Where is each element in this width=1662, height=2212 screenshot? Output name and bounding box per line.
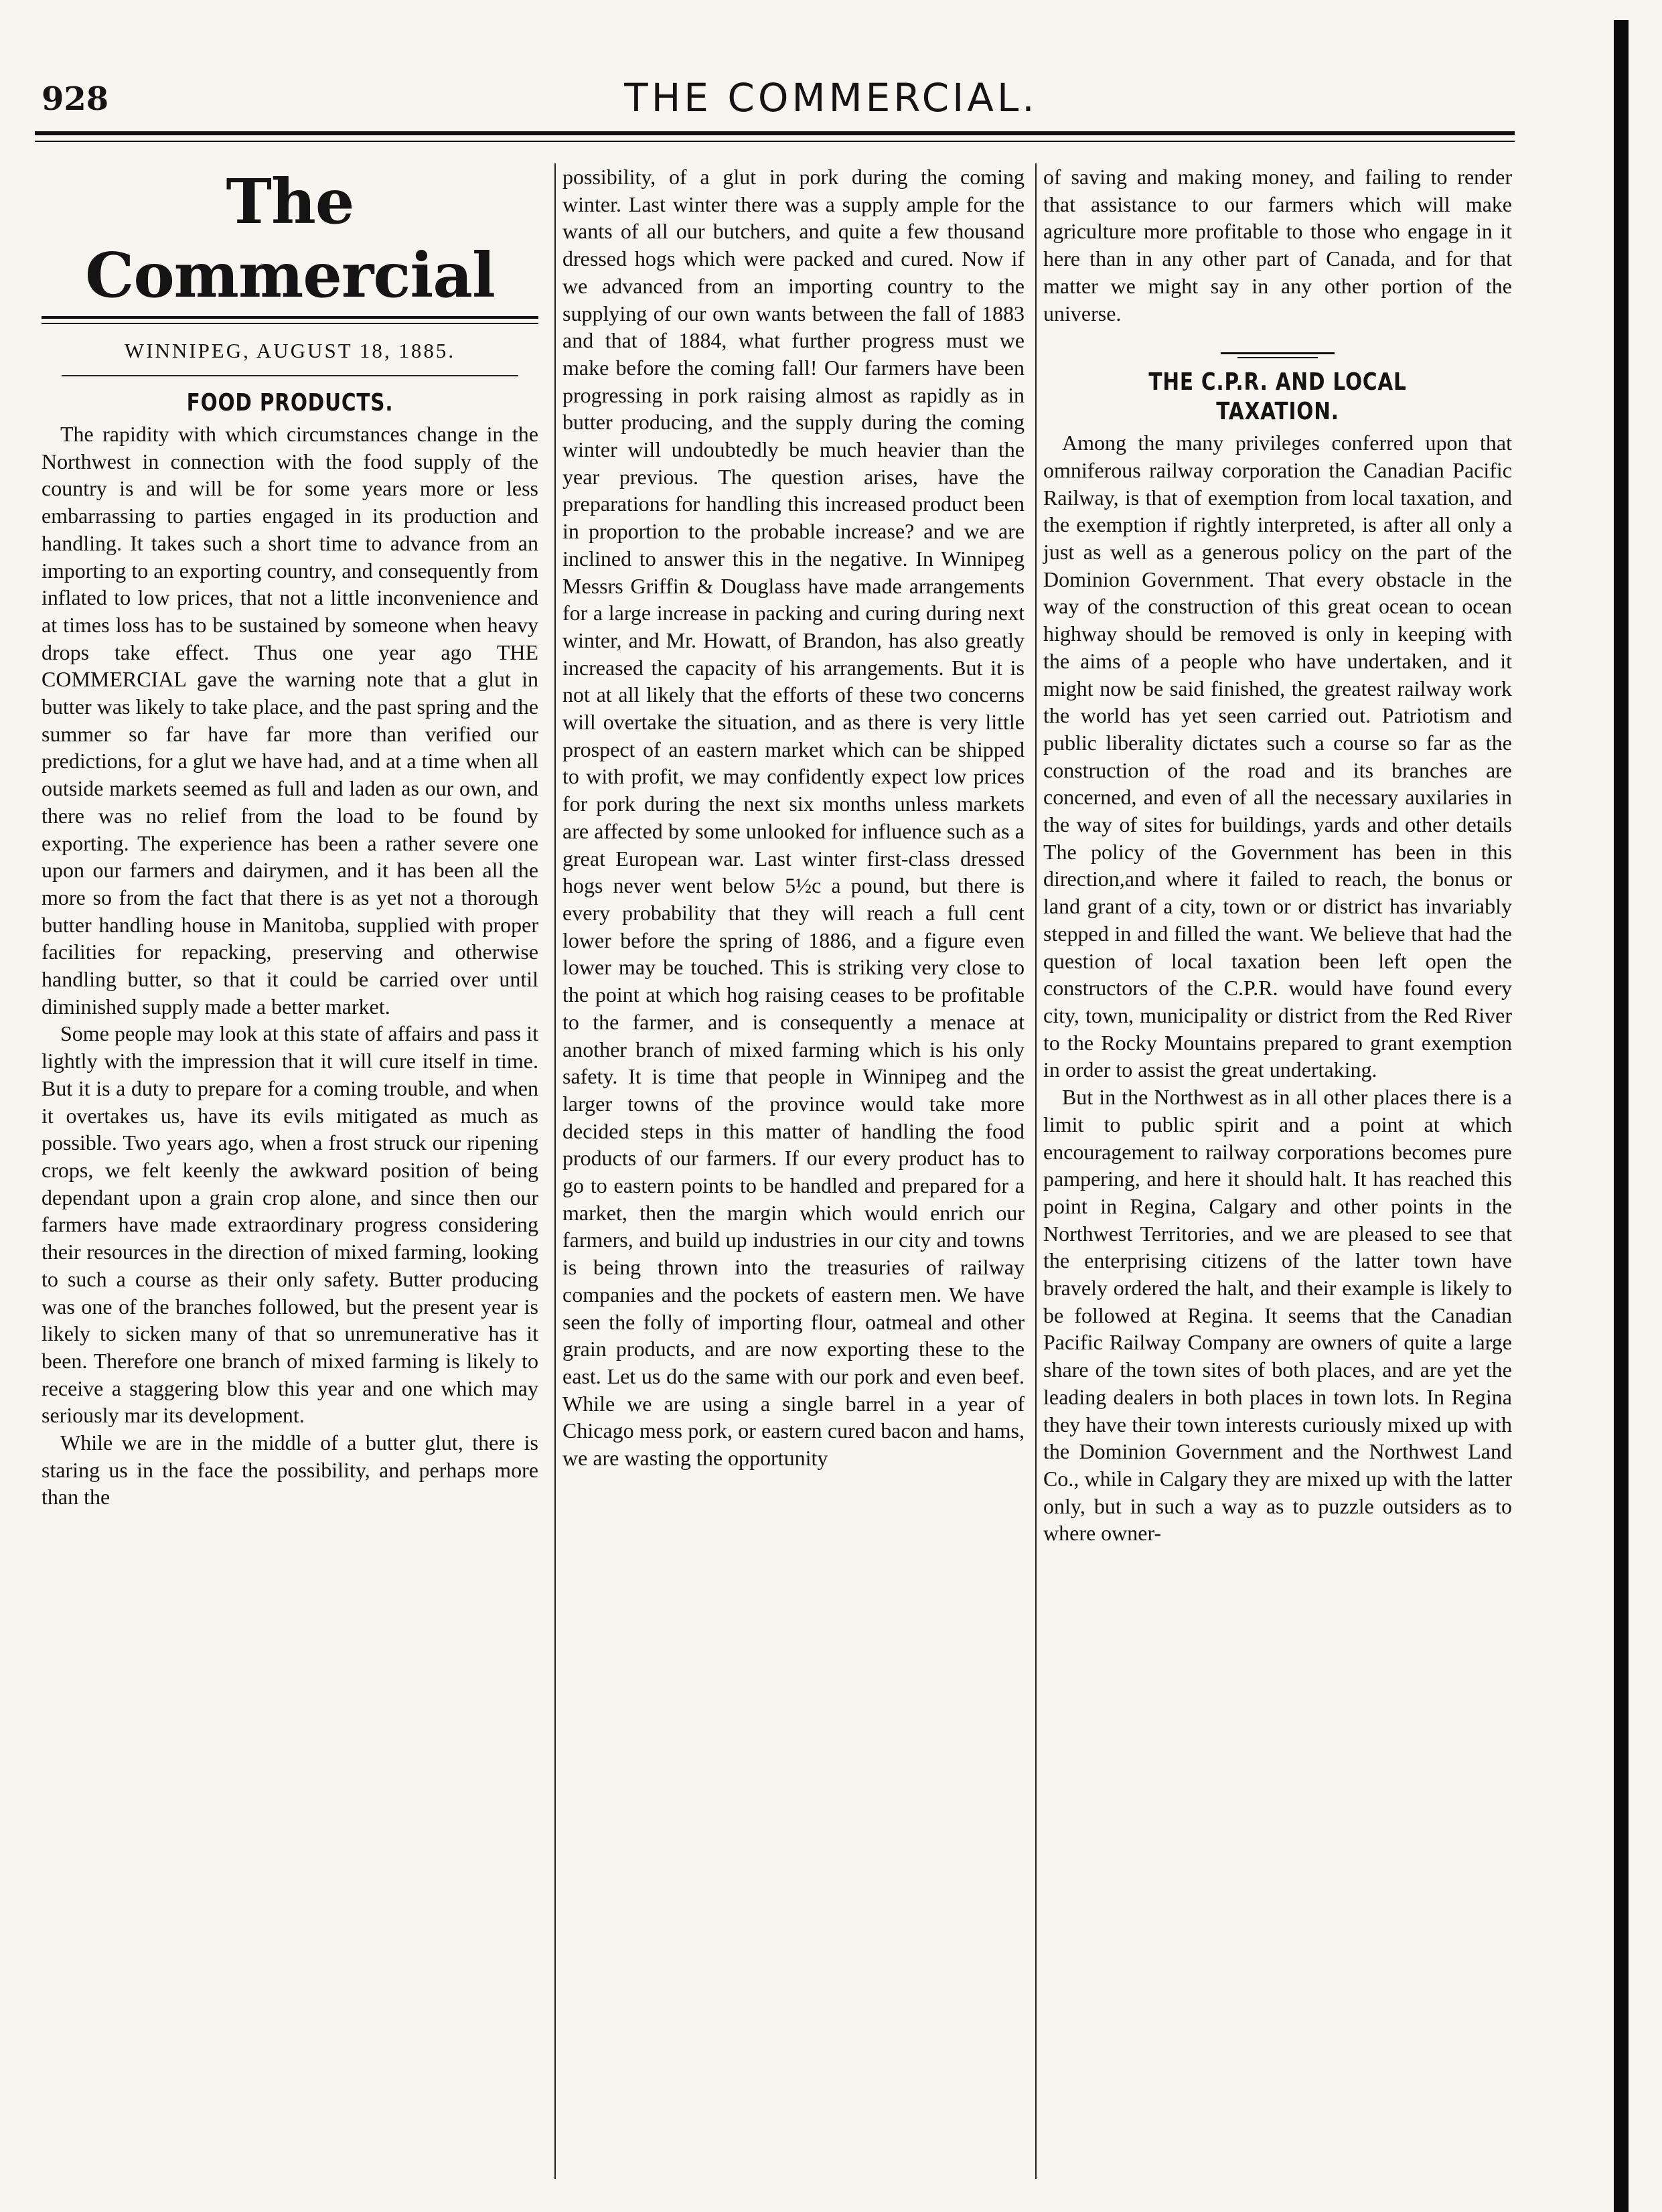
- paragraph: While we are in the middle of a butter glut, there is staring us in the face the possibility, and perhaps more than the: [42, 1430, 538, 1509]
- paragraph: Some people may look at this state of affairs and pass it lightly with the impression that it will cure itself in time. But it is a duty to prepare for a coming trouble, and when it overtakes us, have its evils mitigated as much as possible. Two years ago, when a frost struck our ripening crops, we felt keenly the awkward position of being dependant upon a grain crop alone, and since then our farmers have made extraordinary progress considering their resources in the direction of mixed farming, looking to such a course as their only safety. Butter producing was one of the branches followed, but the present year is likely to sicken many of that so unremunerative has it been. Therefore one branch of mixed farming is likely to receive a staggering blow this year and one which may seriously mar its development.: [42, 1021, 538, 1428]
- column-3: [1043, 163, 1512, 2186]
- paragraph: Among the many privileges conferred upon that omniferous railway corporation the Canadian Pacific Railway, is that of exemption from local taxation, and the exemption if rightly interpreted, is after all only a just as well as a generous policy on the part of the Dominion Government. That every obstacle in the way of the construction of this great ocean to ocean highway should be removed is only in keeping with the aims of a people who have undertaken, and it might now be said finished, the greatest railway work the world has yet seen carried out. Patriotism and public liberality dictates such a course so far as the construction of the road and its branches are concerned, and even of all the necessary auxilaries in the way of sites for buildings, yards and other details The policy of the Government has been in this direction,and where it failed to reach, the bonus or land grant of a city, town or or district has invariably stepped in and filled the want. We believe that had the question of local taxation been left open the constructors of the C.P.R. would have found every city, town, municipality or district from the Red River to the Rocky Mountains prepared to grant exemption in order to assist the great undertaking.: [1043, 431, 1512, 1082]
- section-divider-thin: [1237, 357, 1318, 358]
- headline-food-products: FOOD PRODUCTS.: [186, 389, 394, 417]
- paragraph: possibility, of a glut in pork during the coming winter. Last winter there was a supply ample for the wants of all our butchers, and quite a few thousand dressed hogs which were packed and cured. Now if we advanced from an importing country to the supplying of our own wants between the fall of 1883 and that of 1884, what further progress must we make before the coming fall! Our farmers have been progressing in pork raising almost as rapidly as in butter producing, and the supply during the coming winter will undoubtedly be much heavier than the year previous. The question arises, have the preparations for handling this increased product been in proportion to the probable increase? and we are inclined to answer this in the negative. In Winnipeg Messrs Griffin & Douglass have made arrangements for a large increase in packing and curing during next winter, and Mr. Howatt, of Brandon, has also greatly increased the capacity of his arrangements. But it is not at all likely that the efforts of these two concerns will overtake the situation, and as there is very little prospect of an eastern market which can be shipped to with profit, we may confidently expect low prices for pork during the next six months unless markets are affected by some unlooked for influence such as a great European war. Last winter first-class dressed hogs never went below 5½c a pound, but there is every probability that they will reach a full cent lower before the spring of 1886, and a figure even lower may be touched. This is striking very close to the point at which hog raising ceases to be profitable to the farmer, and is consequently a menace at another branch of mixed farming which is his only safety. It is time that people in Winnipeg and the larger towns of the province would take more decided steps in this matter of handling the food products of our farmers. If our every product has to go to eastern points to be handled and prepared for a market, then the margin which would enrich our farmers, and build up industries in our city and towns is being thrown into the treasuries of railway companies and the pockets of eastern men. We have seen the folly of importing flour, oatmeal and other grain products, and are now exporting these to the east. Let us do the same with our pork and even beef. While we are using a single barrel in a year of Chicago mess pork, or eastern cured bacon and hams, we are wasting the opportunity: [562, 165, 1025, 1471]
- paragraph: But in the Northwest as in all other places there is a limit to public spirit and a point at which encouragement to railway corporations becomes pure pampering, and here it should halt. It has reached this point in Regina, Calgary and other points in the Northwest Territories, and we are pleased to see that the enterprising citizens of the latter town have bravely ordered the halt, and their example is likely to be followed at Regina. It seems that the Canadian Pacific Railway Company are owners of quite a large share of the town sites of both places, and are yet the leading dealers in both places in town lots. In Regina they have their town interests curiously mixed up with the Dominion Government and the Northwest Land Co., while in Calgary they are mixed up with the latter only, but in such a way as to puzzle outsiders as to where owner-: [1043, 1085, 1512, 1546]
- dateline: WINNIPEG, AUGUST 18, 1885.: [124, 339, 456, 362]
- column-2: [562, 163, 1025, 2186]
- masthead-title: The Commercial: [85, 165, 495, 311]
- header-rule-thin: [35, 141, 1515, 142]
- paragraph: of saving and making money, and failing to render that assistance to our farmers which will make agriculture more profitable to those who engage in it here than in any other part of Canada, and for that matter we might say in any other portion of the universe.: [1043, 165, 1512, 325]
- running-title: THE COMMERCIAL.: [624, 75, 1038, 121]
- paragraph: The rapidity with which circumstances change in the Northwest in connection with the food supply of the country is and will be for some years more or less embarrassing to parties engaged in its production and handling. It takes such a short time to advance from an importing to an exporting country, and consequently from inflated to low prices, that not a little inconvenience and at times loss has to be sustained by someone when heavy drops take effect. Thus one year ago THE COMMERCIAL gave the warning note that a glut in butter was likely to take place, and the past spring and the summer so far have far more than verified our predictions, for a glut we have had, and at a time when all outside markets seemed as full and laden as our own, and there was no relief from the load to be found by exporting. The experience has been a rather severe one upon our farmers and dairymen, and it has been all the more so from the fact that there is as yet not a thorough butter handling house in Manitoba, supplied with proper facilities for repacking, preserving and otherwise handling butter, so that it could be carried over until diminished supply made a better market.: [42, 422, 538, 1019]
- page-number: 928: [42, 80, 109, 118]
- header-rule-thick: [35, 131, 1515, 135]
- column-rule-2: [1035, 163, 1037, 2179]
- masthead-rule: [42, 316, 538, 319]
- dateline-rule: [62, 375, 518, 376]
- page-edge-bar: [1614, 20, 1629, 2212]
- section-divider: [1221, 352, 1335, 354]
- column-rule-1: [554, 163, 556, 2179]
- headline-cpr-taxation: THE C.P.R. AND LOCAL TAXATION.: [1148, 368, 1407, 426]
- column-1: [42, 163, 538, 2186]
- masthead-rule-thin: [42, 323, 538, 324]
